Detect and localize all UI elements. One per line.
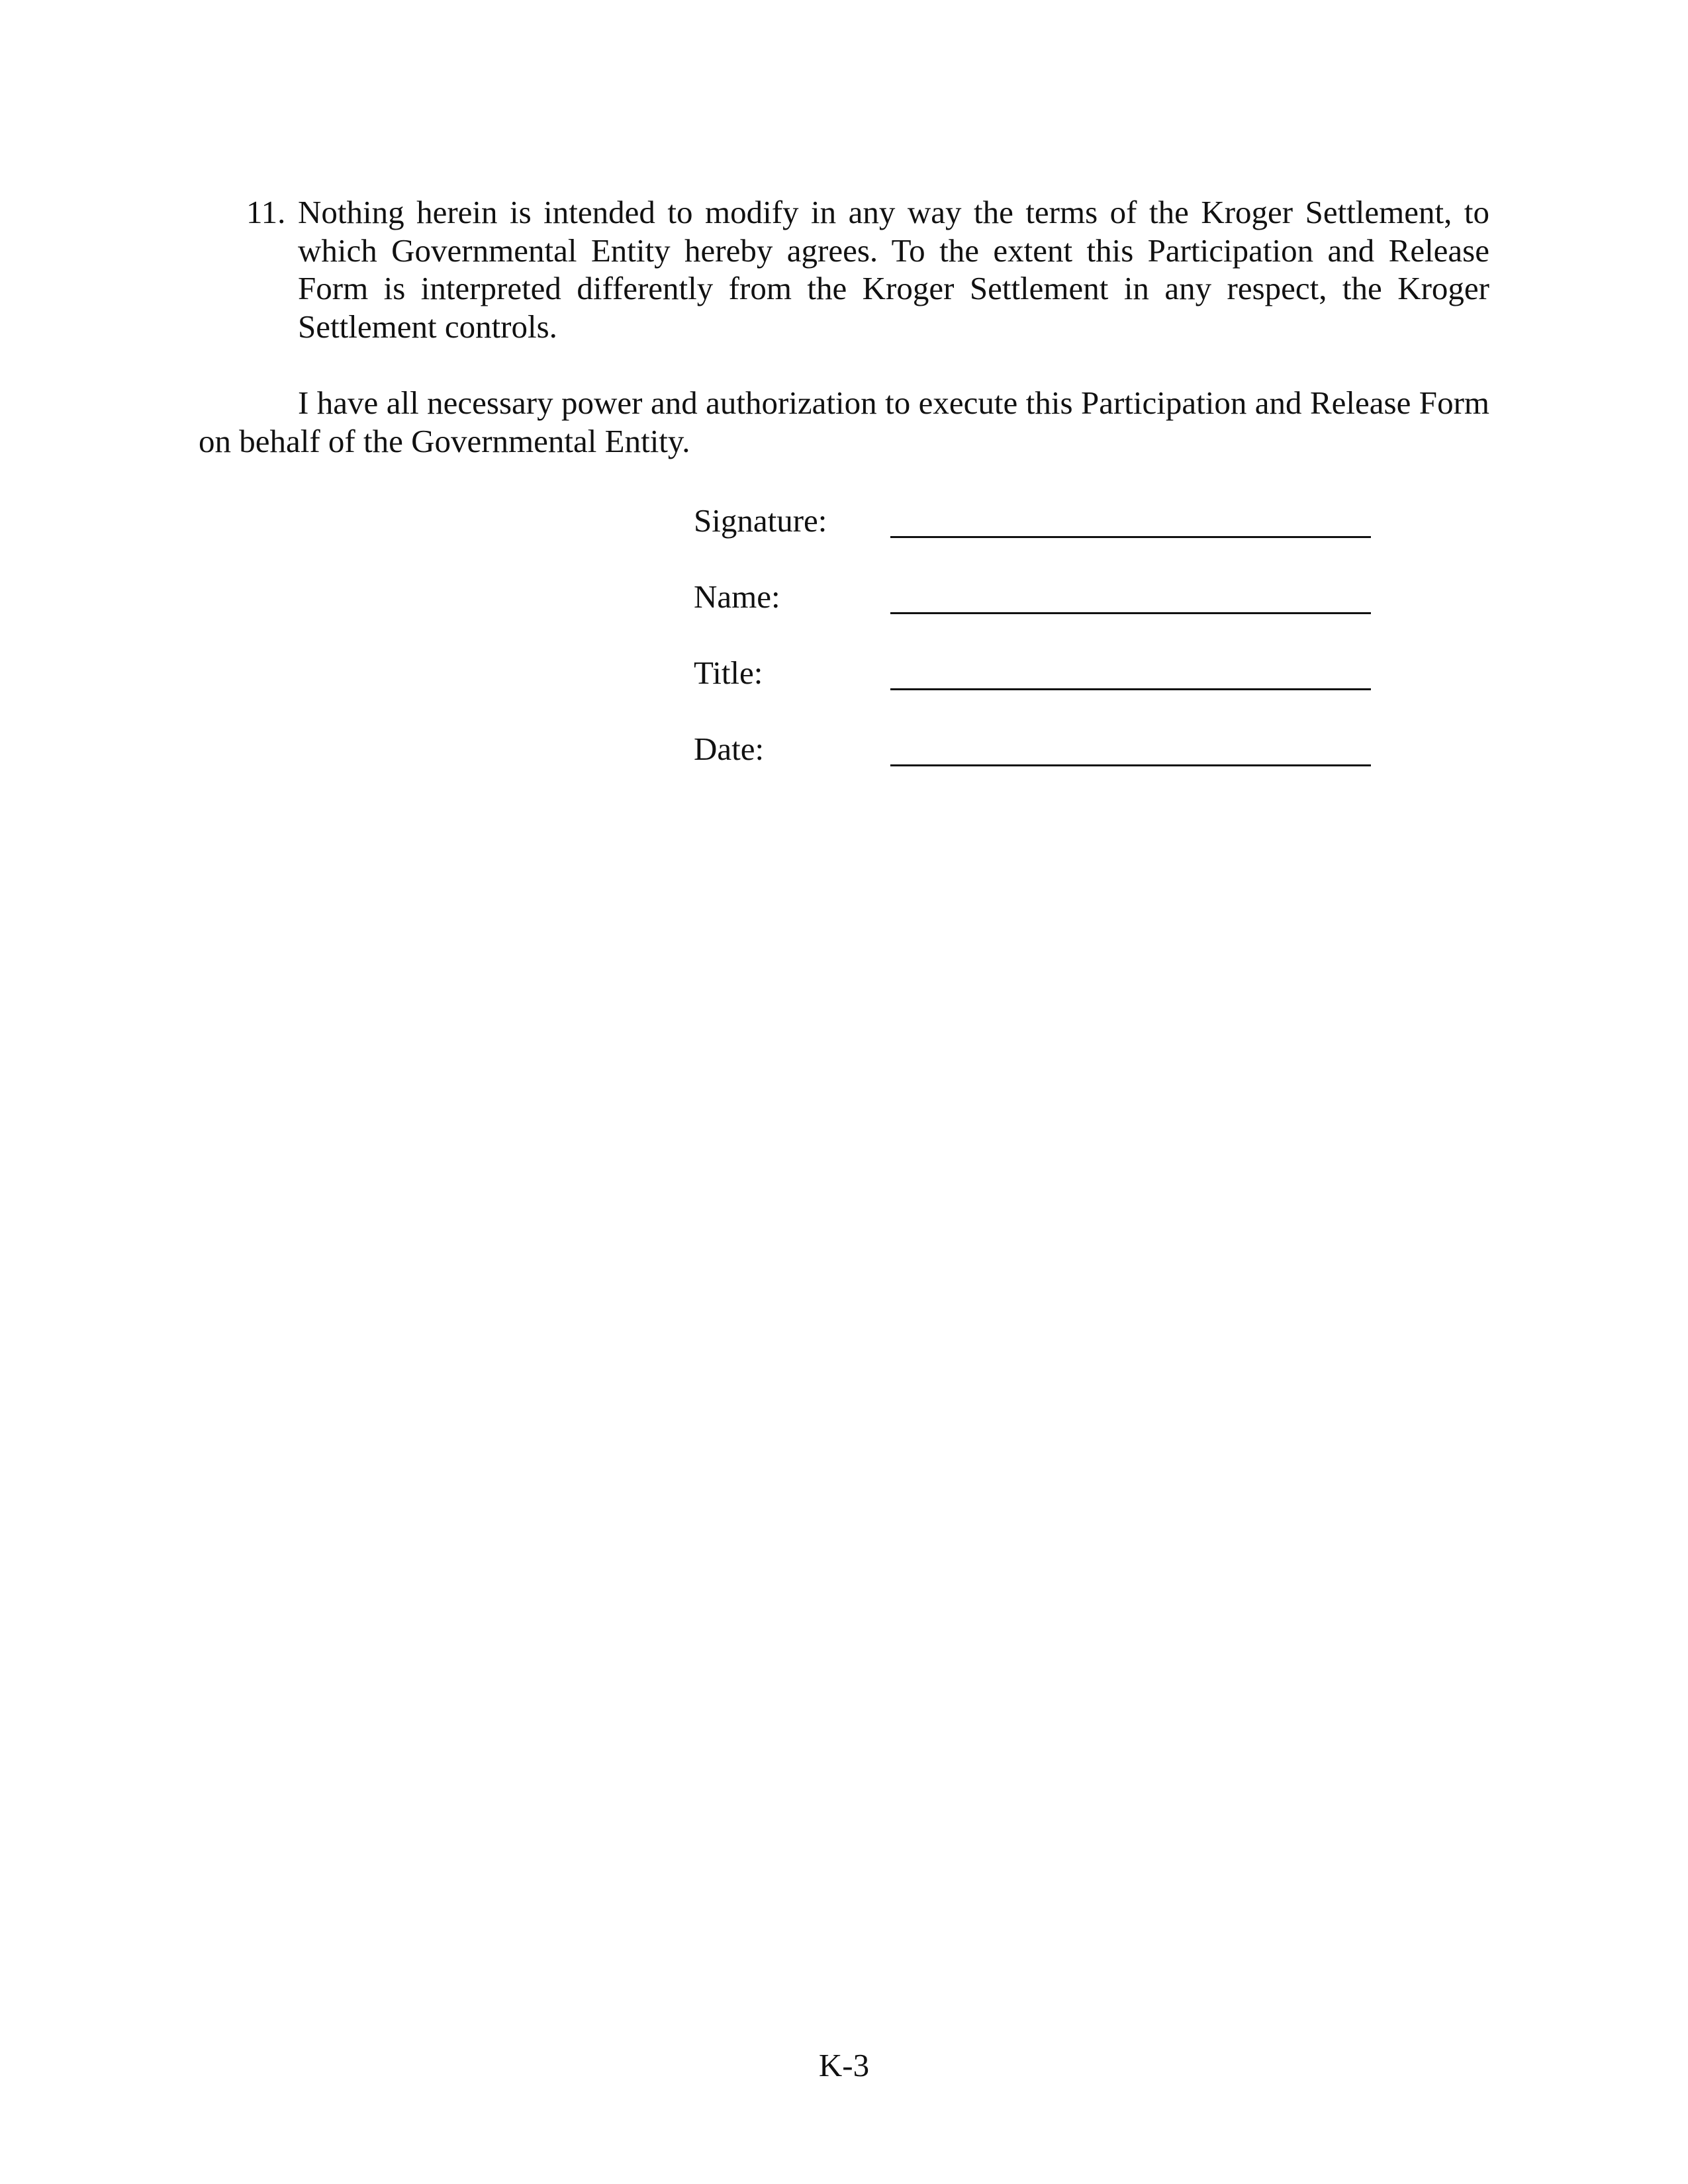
date-label: Date:: [694, 731, 765, 767]
numbered-paragraph-11: [246, 193, 1489, 345]
name-row: [694, 578, 1376, 624]
paragraph-text: Nothing herein is intended to modify in any way the terms of the Kroger Settlement, to which Governmental Entity hereby agrees. To the extent this Participation and Release Form is interpreted differently from the Kroger Settlement in any respect, the Kroger Settlement controls.: [298, 194, 1489, 345]
name-label: Name:: [694, 578, 780, 615]
title-label: Title:: [694, 655, 763, 691]
signature-label: Signature:: [694, 502, 827, 539]
authorization-statement: I have all necessary power and authorization to execute this Participation and Release Form on behalf of the Governmental Entity.: [199, 385, 1489, 459]
date-blank-line[interactable]: [890, 764, 1371, 766]
date-row: [694, 730, 1376, 776]
page-number: K-3: [818, 2047, 870, 2083]
title-blank-line[interactable]: [890, 688, 1371, 690]
signature-row: [694, 502, 1376, 548]
name-blank-line[interactable]: [890, 612, 1371, 614]
paragraph-number: 11.: [246, 194, 286, 230]
title-row: [694, 654, 1376, 700]
signature-blank-line[interactable]: [890, 536, 1371, 538]
